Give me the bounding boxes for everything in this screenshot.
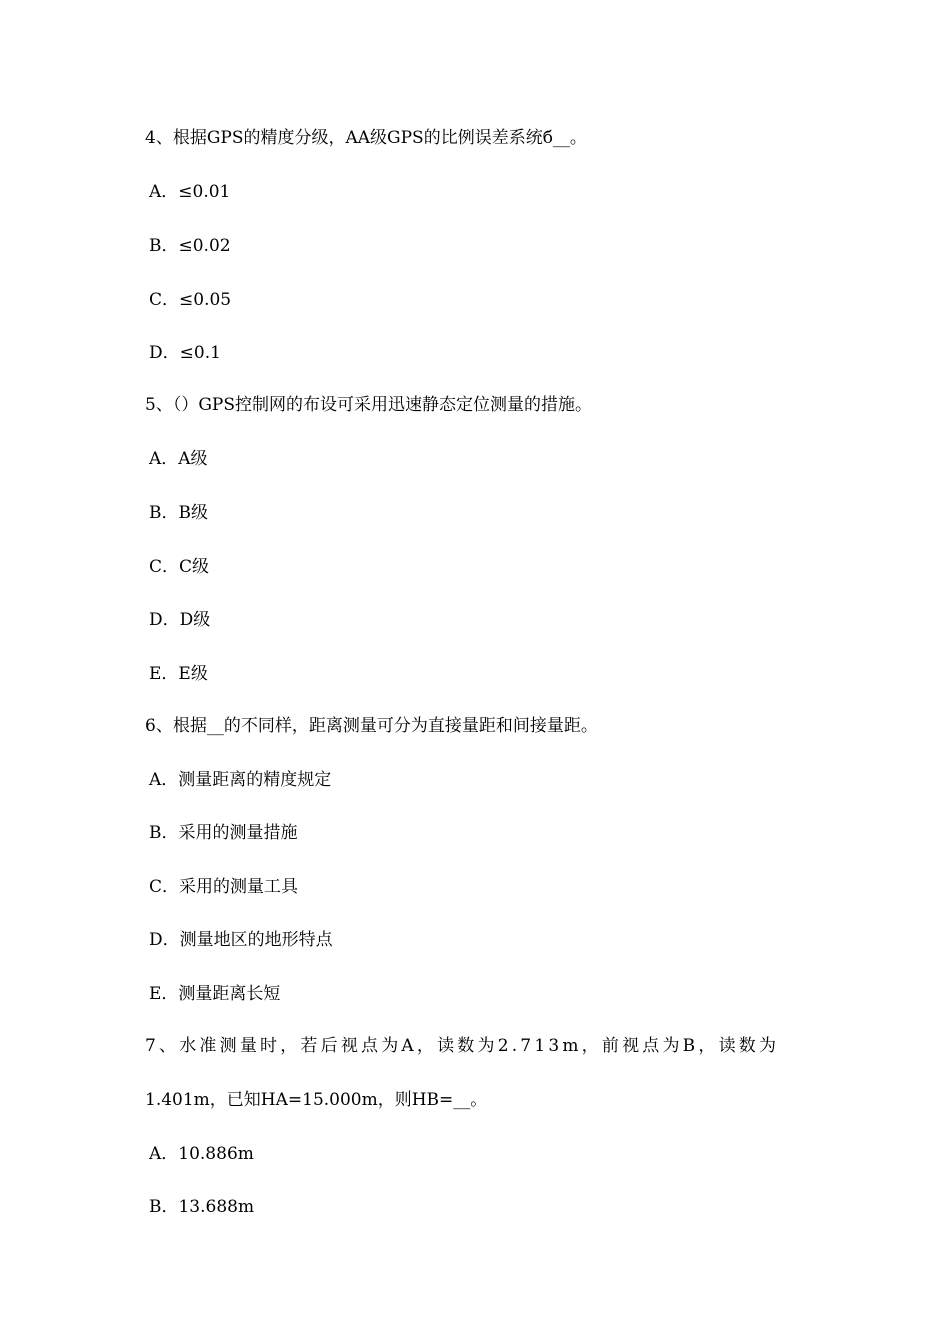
question-7-option-a: A．10.886m — [149, 1144, 254, 1164]
question-6-option-d: D．测量地区的地形特点 — [149, 930, 333, 950]
question-5-stem: 5、（）GPS控制网的布设可采用迅速静态定位测量的措施。 — [145, 395, 592, 415]
question-7-stem-line-1: 7、水准测量时，若后视点为A，读数为2.713m，前视点为B，读数为 — [145, 1036, 780, 1056]
question-4-option-d: D．≤0.1 — [149, 343, 221, 363]
question-6-option-a: A．测量距离的精度规定 — [149, 770, 332, 790]
question-7-option-b: B．13.688m — [149, 1197, 255, 1217]
question-5-option-a: A．A级 — [149, 449, 208, 469]
question-6-option-b: B．采用的测量措施 — [149, 823, 298, 843]
question-5-option-e: E．E级 — [149, 664, 208, 684]
question-4-option-a: A．≤0.01 — [149, 182, 231, 202]
question-6-option-c: C．采用的测量工具 — [149, 877, 299, 897]
question-5-option-d: D．D级 — [149, 610, 211, 630]
question-7-stem-line-2: 1.401m，已知HA=15.000m，则HB=__。 — [145, 1090, 488, 1110]
question-6-stem: 6、根据__的不同样，距离测量可分为直接量距和间接量距。 — [145, 716, 598, 736]
question-4-option-c: C．≤0.05 — [149, 290, 232, 310]
question-4-option-b: B．≤0.02 — [149, 236, 231, 256]
question-5-option-b: B．B级 — [149, 503, 208, 523]
question-6-option-e: E．测量距离长短 — [149, 984, 281, 1004]
question-5-option-c: C．C级 — [149, 557, 210, 577]
question-4-stem: 4、根据GPS的精度分级，AA级GPS的比例误差系统б__。 — [145, 128, 587, 148]
